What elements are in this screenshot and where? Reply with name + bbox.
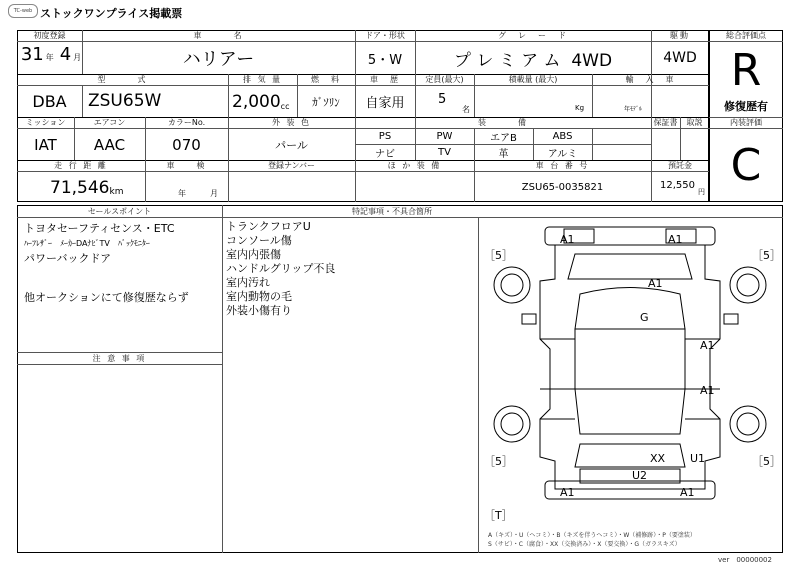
import-label: 輸 入 車 — [625, 75, 676, 84]
model-code: ZSU65W — [88, 91, 162, 111]
damage-mark: A1 — [648, 277, 663, 290]
door-label: ドア・形状 — [365, 31, 405, 40]
special-note: トランクフロアU — [226, 220, 311, 233]
other-equip-label: ほ か 装 備 — [387, 161, 442, 170]
equipment-label: 装 備 — [478, 118, 528, 127]
capacity: 5 — [438, 92, 447, 107]
special-note: 室内動物の毛 — [226, 290, 292, 303]
displacement-label: 排 気 量 — [242, 75, 283, 84]
interior-eval-label: 内装評価 — [730, 118, 762, 127]
damage-mark: A1 — [700, 384, 715, 397]
color-no: 070 — [172, 135, 201, 154]
car-damage-diagram — [480, 219, 782, 552]
first-reg-label: 初度登録 — [33, 31, 66, 40]
exterior-label: 外 装 色 — [271, 118, 312, 127]
tire-fl-label: ［5］ — [484, 249, 513, 262]
deposit: 12,550 — [660, 180, 695, 191]
grade: プ レ ミ ア ム 4WD — [453, 50, 613, 71]
deposit-unit: 円 — [698, 188, 705, 196]
inspection-month-unit: 月 — [210, 189, 218, 198]
tire-fr-label: ［5］ — [752, 249, 781, 262]
color-no-label: カラーNo. — [167, 118, 206, 127]
model-prefix: DBA — [32, 92, 67, 111]
special-note: 室内汚れ — [226, 276, 270, 289]
fuel-label: 燃 料 — [311, 75, 341, 84]
damage-mark: A1 — [700, 339, 715, 352]
sales-point: トヨタセーフティセンス・ETC — [24, 222, 175, 235]
plate-label: 登録ナンバー — [267, 161, 316, 170]
capacity-unit: 名 — [462, 105, 470, 114]
inspection-year-unit: 年 — [178, 189, 186, 198]
sales-point: 他オークションにて修復歴ならず — [24, 291, 189, 304]
logo: TC-web — [8, 4, 38, 18]
sales-point — [24, 266, 220, 290]
repair-history: 修復歴有 — [724, 100, 768, 113]
tire-rl-label: ［5］ — [484, 455, 513, 468]
sales-points-list — [24, 221, 220, 305]
model-label: 型 式 — [97, 75, 148, 84]
inspection-label: 車 検 — [166, 161, 207, 170]
car-name: ハリアー — [182, 49, 255, 70]
import-year-model: 年ﾓﾃﾞﾙ — [624, 106, 643, 113]
special-notes-list — [226, 220, 476, 318]
mileage: 71,546 km — [50, 177, 124, 198]
legend-line-1: A（キズ）・U（ヘコミ）・B（キズを伴うヘコミ）・W（補修跡）・P（要塗装） — [488, 532, 696, 539]
fuel: ｶﾞｿﾘﾝ — [312, 95, 340, 109]
capacity-label: 定員(最大) — [425, 75, 464, 84]
exterior-color: パール — [275, 138, 308, 152]
mileage-label: 走 行 距 離 — [54, 161, 108, 170]
special-notes-label: 特記事項・不具合箇所 — [352, 206, 432, 216]
sales-point: パワーバックドア — [24, 252, 112, 265]
equip-pw: PW — [436, 131, 453, 142]
deposit-label: 預託金 — [668, 161, 692, 170]
damage-mark: XX — [650, 452, 666, 465]
sales-point: ﾊｰﾌﾚｻﾞｰ ﾒｰｶｰDAﾅﾋﾞTV ﾊﾞｯｸﾓﾆﾀｰ — [24, 239, 150, 248]
legend-line-2: S（サビ）・C（腐食）・XX（交換済み）・X（要交換）・G（ガラスキズ） — [488, 541, 681, 548]
load-label: 積載量 (最大) — [508, 75, 558, 84]
car-name-label: 車 名 — [193, 31, 244, 40]
damage-mark: U2 — [632, 469, 648, 482]
damage-mark: G — [640, 311, 649, 324]
trunk-label: ［T］ — [484, 509, 513, 522]
page-title: ストックワンプライス掲載票 — [40, 7, 183, 20]
grade-label: グ レ ー ド — [498, 31, 568, 40]
special-note: 室内内張傷 — [226, 248, 281, 261]
mission: IAT — [34, 135, 57, 154]
damage-mark: A1 — [560, 486, 575, 499]
damage-mark: A1 — [680, 486, 695, 499]
overall-score: R — [730, 44, 762, 96]
overall-label: 総合評価点 — [726, 31, 766, 40]
notes-label: 注 意 事 項 — [92, 353, 147, 363]
warranty-label: 保証書 — [653, 118, 678, 127]
ac-label: エアコン — [93, 118, 126, 127]
special-note: 外装小傷有り — [226, 304, 292, 317]
sales-points-label: セールスポイント — [87, 206, 152, 216]
damage-mark: A1 — [668, 233, 683, 246]
aircon: AAC — [93, 135, 126, 154]
interior-score: C — [730, 139, 762, 191]
mission-label: ミッション — [25, 118, 66, 127]
special-note: コンソール傷 — [226, 234, 292, 247]
door-shape: 5・W — [367, 52, 403, 68]
load-unit: Kg — [575, 104, 585, 112]
drive: 4WD — [663, 50, 697, 66]
frame-number: ZSU65-0035821 — [521, 181, 604, 193]
usage: 自家用 — [365, 96, 405, 111]
manual-label: 取説 — [686, 118, 703, 127]
damage-mark: A1 — [560, 233, 575, 246]
equip-abs: ABS — [552, 131, 573, 142]
equip-airbag: エアB — [490, 133, 517, 144]
equip-ps: PS — [378, 131, 392, 142]
equip-tv: TV — [438, 147, 451, 158]
usage-label: 車 歴 — [370, 75, 400, 84]
equip-leather: 革 — [498, 149, 509, 160]
special-note: ハンドルグリップ不良 — [226, 262, 336, 275]
damage-mark: U1 — [690, 452, 706, 465]
equip-navi: ナビ — [375, 149, 395, 160]
drive-label: 駆動 — [670, 31, 690, 40]
tire-rr-label: ［5］ — [752, 455, 781, 468]
version: ver 00000002 — [718, 556, 772, 564]
first-reg-value: 31 年 4 月 — [20, 44, 82, 65]
equip-alloy: アルミ — [547, 149, 578, 160]
displacement: 2,000 cc — [232, 91, 290, 112]
frame-label: 車 台 番 号 — [535, 161, 590, 170]
